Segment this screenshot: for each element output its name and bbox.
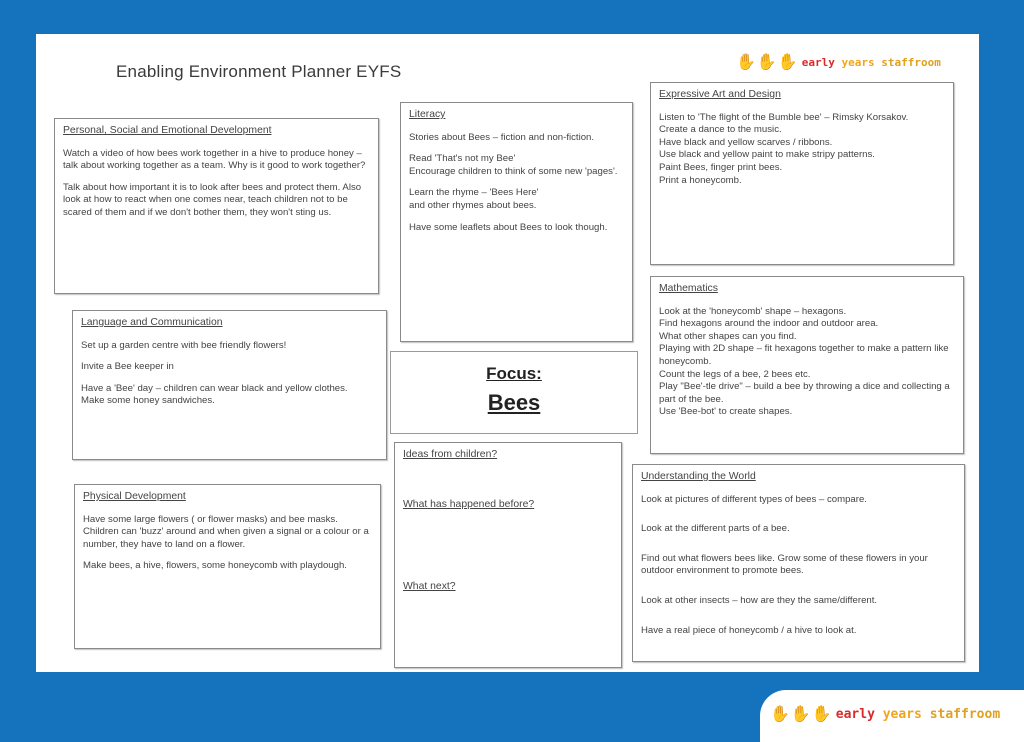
hands-icon: ✋ ✋ ✋ [736, 54, 798, 71]
ideas-question-3: What next? [403, 581, 456, 593]
utw-text-3: Find out what flowers bees like. Grow some of these flowers in your outdoor environment to promote bees. [641, 552, 928, 577]
ead-text-1: Listen to 'The flight of the Bumble bee' – Rimsky Korsakov. Create a dance to the music. Have black and yellow scarves / ribbons. Use black and yellow paint to make stripy patterns. Paint Bees, finger print bees. Print a honeycomb. [659, 111, 909, 186]
pse-box [54, 118, 379, 294]
literacy-text-1: Stories about Bees – fiction and non-fiction. [409, 131, 595, 143]
utw-text-1: Look at pictures of different types of bees – compare. [641, 493, 867, 505]
physical-text-1: Have some large flowers ( or flower masks) and bee masks. Children can 'buzz' around and when given a signal or a colour or a number, they have to land on a flower. [83, 513, 369, 550]
logo-text: early years staffroom [835, 706, 1001, 722]
maths-heading: Mathematics [659, 283, 718, 294]
lang-box [72, 310, 387, 460]
planner-sheet [36, 34, 979, 672]
maths-text-1: Look at the 'honeycomb' shape – hexagons. Find hexagons around the indoor and outdoor area. What other shapes can you find. Playing with 2D shape – fit hexagons together to make a pattern like honeycomb. Count the legs of a bee, 2 bees etc. Play "Bee'-tle drive" – build a bee by throwing a dice and collecting a part of the bee. Use 'Bee-bot' to create shapes. [659, 305, 950, 418]
logo-top [736, 52, 941, 72]
literacy-heading: Literacy [409, 109, 446, 120]
lang-heading: Language and Communication [81, 317, 223, 328]
literacy-text-2: Read 'That's not my Bee' Encourage children to think of some new 'pages'. [409, 153, 618, 177]
lang-text-1: Set up a garden centre with bee friendly flowers! [81, 339, 287, 351]
literacy-box [400, 102, 633, 342]
focus-topic: Bees [487, 390, 541, 415]
lang-text-3: Have a 'Bee' day – children can wear black and yellow clothes. Make some honey sandwiches. [81, 382, 348, 407]
maths-box [650, 276, 964, 454]
ideas-question-2: What has happened before? [403, 498, 535, 510]
physical-text-2: Make bees, a hive, flowers, some honeycomb with playdough. [83, 560, 347, 572]
utw-text-2: Look at the different parts of a bee. [641, 523, 790, 535]
hands-icon: ✋ ✋ ✋ [770, 706, 832, 723]
utw-heading: Understanding the World [641, 471, 756, 482]
ead-heading: Expressive Art and Design [659, 89, 781, 100]
lang-text-2: Invite a Bee keeper in [81, 361, 174, 373]
ead-box [650, 82, 954, 265]
page-title: Enabling Environment Planner EYFS [116, 62, 402, 81]
pse-text-1: Watch a video of how bees work together in a hive to produce honey – talk about working together as a team. Why is it good to work together? [63, 147, 366, 172]
literacy-text-4: Have some leaflets about Bees to look though. [409, 221, 608, 233]
utw-text-4: Look at other insects – how are they the same/different. [641, 594, 878, 606]
focus-label: Focus: [486, 364, 542, 383]
physical-box [74, 484, 381, 649]
logo-footer [770, 704, 1000, 724]
ideas-question-1: Ideas from children? [403, 449, 498, 460]
footer-badge [760, 690, 1024, 742]
ideas-box [394, 442, 622, 668]
pse-heading: Personal, Social and Emotional Development [63, 125, 272, 136]
utw-box [632, 464, 965, 662]
literacy-text-3: Learn the rhyme – 'Bees Here' and other rhymes about bees. [409, 187, 539, 211]
utw-text-5: Have a real piece of honeycomb / a hive to look at. [641, 624, 857, 636]
logo-text: early years staffroom [801, 55, 941, 69]
physical-heading: Physical Development [83, 491, 186, 502]
pse-text-2: Talk about how important it is to look after bees and protect them. Also look at how to react when one comes near, teach children not to be scared of them and if we don't bother them, they won't sting us. [63, 181, 362, 218]
focus-box [390, 351, 638, 434]
